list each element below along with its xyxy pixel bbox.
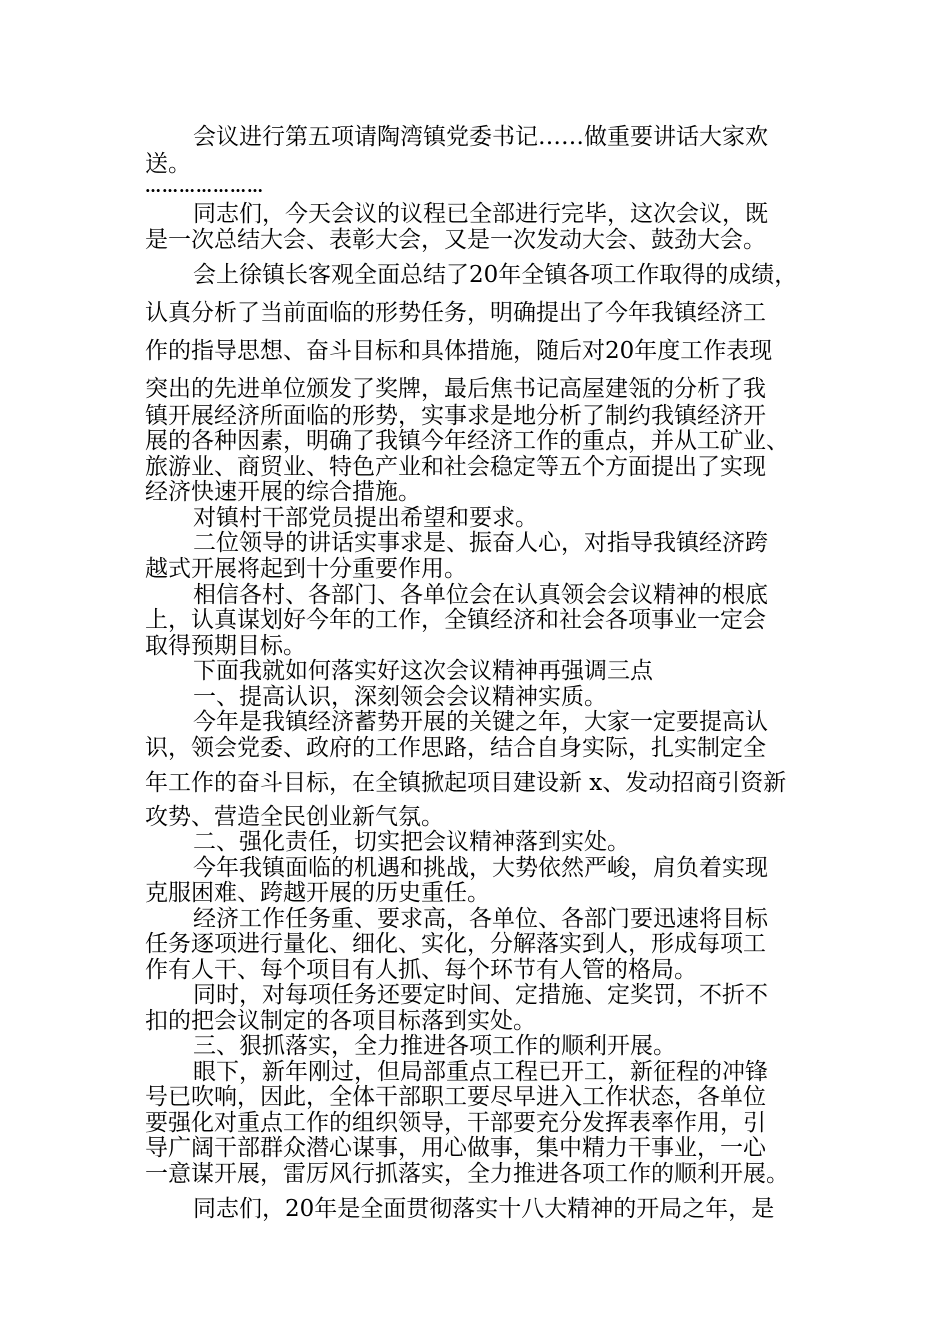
text-line: 二、强化责任，切实把会议精神落到实处。 bbox=[193, 829, 630, 855]
text-line: 是一次总结大会、表彰大会，又是一次发动大会、鼓劲大会。 bbox=[145, 227, 766, 253]
text-line: 今年我镇面临的机遇和挑战，大势依然严峻，肩负着实现 bbox=[193, 855, 768, 881]
text-line: 号已吹响，因此，全体干部职工要尽早进入工作状态，各单位 bbox=[145, 1084, 766, 1110]
text-line: 克服困难、跨越开展的历史重任。 bbox=[145, 880, 490, 906]
text-line: 同时，对每项任务还要定时间、定措施、定奖罚，不折不 bbox=[193, 982, 768, 1008]
text-line: 上，认真谋划好今年的工作，全镇经济和社会各项事业一定会 bbox=[145, 607, 766, 633]
text-line: 下面我就如何落实好这次会议精神再强调三点 bbox=[193, 658, 653, 684]
text-line: 送。 bbox=[145, 151, 191, 177]
text-line: 展的各种因素，明确了我镇今年经济工作的重点，并从工矿业、 bbox=[145, 428, 789, 454]
text-line: 会上徐镇长客观全面总结了20年全镇各项工作取得的成绩， bbox=[193, 262, 798, 288]
text-line: 今年是我镇经济蓄势开展的关键之年，大家一定要提高认 bbox=[193, 709, 768, 735]
text-line: 导广阔干部群众潜心谋事，用心做事，集中精力干事业，一心 bbox=[145, 1135, 766, 1161]
text-line: 同志们，今天会议的议程已全部进行完毕，这次会议，既 bbox=[193, 201, 768, 227]
text-line: 一、提高认识，深刻领会会议精神实质。 bbox=[193, 684, 607, 710]
text-line: 经济工作任务重、要求高，各单位、各部门要迅速将目标 bbox=[193, 906, 768, 932]
text-line: 旅游业、商贸业、特色产业和社会稳定等五个方面提出了实现 bbox=[145, 454, 766, 480]
text-line: 越式开展将起到十分重要作用。 bbox=[145, 556, 467, 582]
text-line: 年工作的奋斗目标，在全镇掀起项目建设新 x、发动招商引资新 bbox=[145, 770, 787, 796]
text-line: 眼下，新年刚过，但局部重点工程已开工，新征程的冲锋 bbox=[193, 1059, 768, 1085]
text-line: 作有人干、每个项目有人抓、每个环节有人管的格局。 bbox=[145, 957, 697, 983]
text-line: 任务逐项进行量化、细化、实化，分解落实到人，形成每项工 bbox=[145, 931, 766, 957]
text-line: 一意谋开展，雷厉风行抓落实，全力推进各项工作的顺利开展。 bbox=[145, 1161, 789, 1187]
text-line: 扣的把会议制定的各项目标落到实处。 bbox=[145, 1008, 536, 1034]
text-line: 经济快速开展的综合措施。 bbox=[145, 479, 421, 505]
text-line: 要强化对重点工作的组织领导，干部要充分发挥表率作用，引 bbox=[145, 1110, 766, 1136]
text-line: 对镇村干部党员提出希望和要求。 bbox=[193, 505, 538, 531]
text-line: 识，领会党委、政府的工作思路，结合自身实际，扎实制定全 bbox=[145, 735, 766, 761]
text-line: 镇开展经济所面临的形势，实事求是地分析了制约我镇经济开 bbox=[145, 403, 766, 429]
text-line: 攻势、营造全民创业新气氛。 bbox=[145, 804, 444, 830]
text-line: 取得预期目标。 bbox=[145, 633, 306, 659]
text-line: 会议进行第五项请陶湾镇党委书记……做重要讲话大家欢 bbox=[193, 124, 768, 150]
text-line: 三、狠抓落实，全力推进各项工作的顺利开展。 bbox=[193, 1033, 676, 1059]
dotted-separator: ………………… bbox=[145, 177, 264, 196]
text-line: 同志们，20年是全面贯彻落实十八大精神的开局之年，是 bbox=[193, 1196, 775, 1222]
text-line: 认真分析了当前面临的形势任务，明确提出了今年我镇经济工 bbox=[145, 300, 766, 326]
text-line: 相信各村、各部门、各单位会在认真领会会议精神的根底 bbox=[193, 582, 768, 608]
text-line: 二位领导的讲话实事求是、振奋人心，对指导我镇经济跨 bbox=[193, 530, 768, 556]
text-line: 作的指导思想、奋斗目标和具体措施，随后对20年度工作表现 bbox=[145, 338, 773, 364]
text-line: 突出的先进单位颁发了奖牌，最后焦书记高屋建瓴的分析了我 bbox=[145, 376, 766, 402]
